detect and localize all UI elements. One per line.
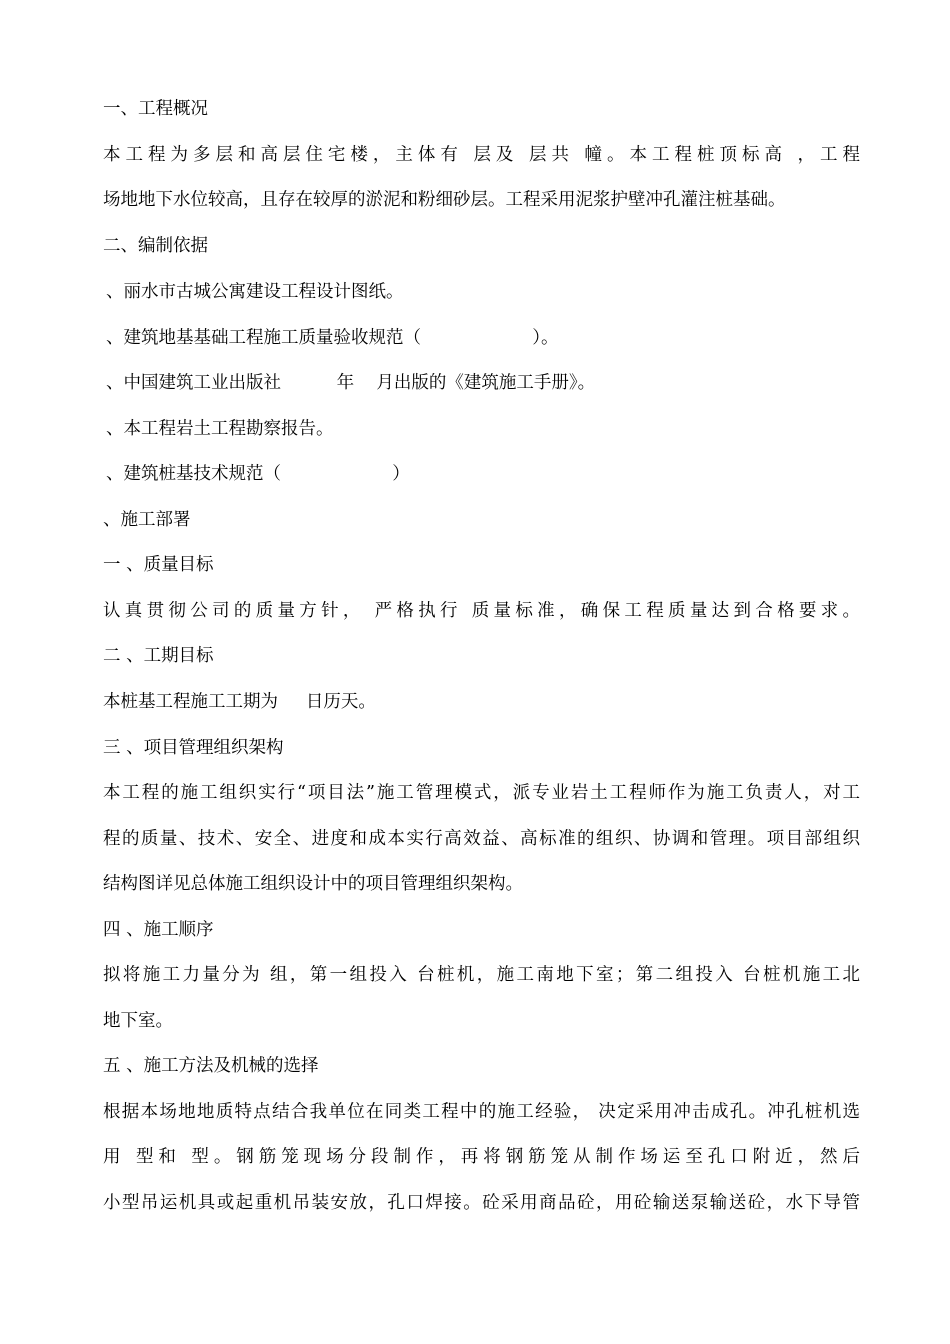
subsection-heading-organization: 三 、项目管理组织架构: [103, 738, 284, 758]
paragraph-line: 本工程为多层和高层住宅楼，主体有 层及 层共 幢。本工程桩顶标高 ，工程: [103, 145, 860, 165]
subsection-heading-quality: 一 、质量目标: [103, 555, 214, 575]
subsection-heading-methods: 五 、施工方法及机械的选择: [103, 1056, 319, 1076]
subsection-heading-schedule: 二 、工期目标: [103, 646, 214, 666]
list-item: 、丽水市古城公寓建设工程设计图纸。: [106, 282, 404, 302]
paragraph-line: 根据本场地地质特点结合我单位在同类工程中的施工经验， 决定采用冲击成孔。冲孔桩机选: [103, 1102, 860, 1122]
list-item: 、建筑地基基础工程施工质量验收规范（ ）。: [106, 328, 559, 348]
paragraph-line: 场地地下水位较高，且存在较厚的淤泥和粉细砂层。工程采用泥浆护壁冲孔灌注桩基础。: [103, 190, 786, 210]
paragraph-line: 本工程的施工组织实行“项目法”施工管理模式，派专业岩土工程师作为施工负责人，对工: [103, 783, 860, 803]
paragraph-line: 用 型和 型。钢筋笼现场分段制作，再将钢筋笼从制作场运至孔口附近，然后: [103, 1147, 860, 1167]
section-heading-overview: 一、工程概况: [103, 99, 208, 119]
paragraph-line: 本桩基工程施工工期为 日历天。: [103, 692, 376, 712]
paragraph-line: 结构图详见总体施工组织设计中的项目管理组织架构。: [103, 874, 523, 894]
list-item: 、本工程岩土工程勘察报告。: [106, 419, 334, 439]
paragraph-line: 程的质量、技术、安全、进度和成本实行高效益、高标准的组织、协调和管理。项目部组织: [103, 829, 860, 849]
paragraph-line: 地下室。: [103, 1011, 173, 1031]
subsection-heading-sequence: 四 、施工顺序: [103, 920, 214, 940]
list-item: 、建筑桩基技术规范（ ）: [106, 464, 410, 484]
paragraph-line: 小型吊运机具或起重机吊装安放，孔口焊接。砼采用商品砼，用砼输送泵输送砼，水下导管: [103, 1193, 860, 1213]
paragraph-line: 拟将施工力量分为 组，第一组投入 台桩机，施工南地下室；第二组投入 台桩机施工北: [103, 965, 860, 985]
list-item: 、中国建筑工业出版社 年 月出版的《建筑施工手册》。: [106, 373, 596, 393]
paragraph-line: 认真贯彻公司的质量方针， 严格执行 质量标准，确保工程质量达到合格要求。: [103, 601, 860, 621]
section-heading-deployment: 、施工部署: [103, 510, 191, 530]
section-heading-basis: 二、编制依据: [103, 236, 208, 256]
